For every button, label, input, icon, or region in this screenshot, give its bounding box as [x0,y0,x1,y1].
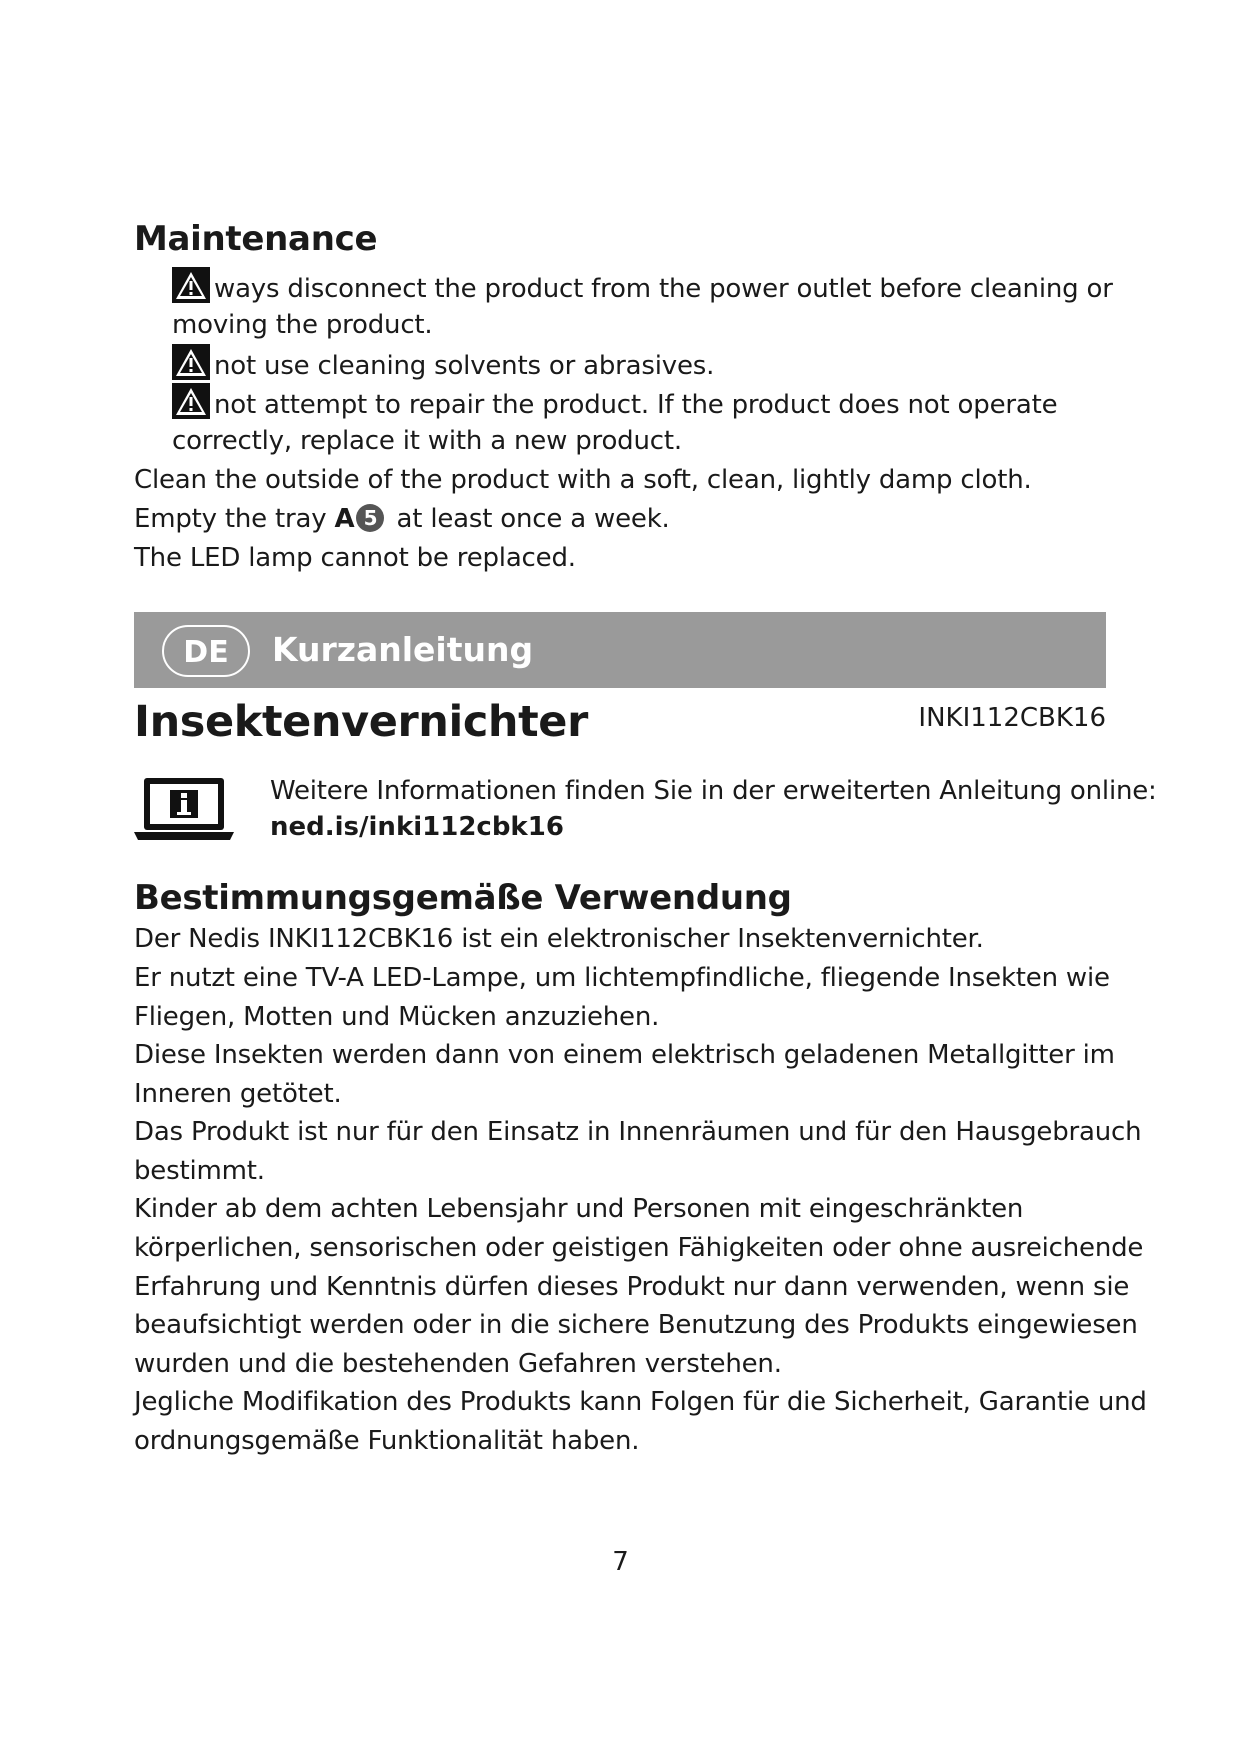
laptop-info-icon [134,776,234,844]
usage-line: Inneren getötet. [134,1079,342,1109]
warning-1-text: ways disconnect the product from the power outlet before cleaning or [214,274,1113,304]
product-code: INKI112CBK16 [918,703,1106,733]
usage-line: Er nutzt eine TV-A LED-Lampe, um lichtempfindliche, fliegende Insekten wie [134,963,1110,993]
language-badge: DE [162,625,250,677]
usage-line: Diese Insekten werden dann von einem elektrisch geladenen Metallgitter im [134,1040,1115,1070]
tray-ref-letter: A [334,504,355,534]
intended-use-heading: Bestimmungsgemäße Verwendung [134,878,792,918]
maintenance-led-line: The LED lamp cannot be replaced. [134,543,576,573]
usage-line: wurden und die bestehenden Gefahren verstehen. [134,1349,782,1379]
usage-line: Kinder ab dem achten Lebensjahr und Personen mit eingeschränkten [134,1194,1024,1224]
usage-line: Fliegen, Motten und Mücken anzuziehen. [134,1002,660,1032]
maintenance-clean-line: Clean the outside of the product with a soft, clean, lightly damp cloth. [134,465,1032,495]
manual-online-link[interactable]: ned.is/inki112cbk16 [270,812,564,842]
maintenance-heading: Maintenance [134,219,378,259]
maintenance-tray-line [134,500,670,539]
usage-line: Erfahrung und Kenntnis dürfen dieses Produkt nur dann verwenden, wenn sie [134,1272,1130,1302]
maintenance-warning-3 [172,383,1057,425]
usage-line: beaufsichtigt werden oder in die sichere Benutzung des Produkts eingewiesen [134,1310,1138,1340]
warning-triangle-icon [172,383,210,419]
maintenance-warning-2 [172,344,714,386]
maintenance-warning-3-cont: correctly, replace it with a new product. [172,426,682,456]
warning-2-text: not use cleaning solvents or abrasives. [214,351,715,381]
tray-text-after: at least once a week. [396,504,670,534]
language-banner [134,612,1106,688]
usage-line: Jegliche Modifikation des Produkts kann Folgen für die Sicherheit, Garantie und [134,1387,1147,1417]
usage-line: Das Produkt ist nur für den Einsatz in Innenräumen und für den Hausgebrauch [134,1117,1142,1147]
maintenance-warning-1 [172,267,1113,309]
tray-ref-number-badge: 5 [356,504,384,532]
usage-line: bestimmt. [134,1156,265,1186]
tray-text-before: Empty the tray [134,504,327,534]
product-title: Insektenvernichter [134,697,588,747]
usage-line: ordnungsgemäße Funktionalität haben. [134,1426,640,1456]
warning-3-text: not attempt to repair the product. If the product does not operate [214,390,1058,420]
usage-line: Der Nedis INKI112CBK16 ist ein elektronischer Insektenvernichter. [134,924,984,954]
warning-triangle-icon [172,267,210,303]
page-number: 7 [612,1547,629,1577]
usage-line: körperlichen, sensorischen oder geistigen Fähigkeiten oder ohne ausreichende [134,1233,1144,1263]
maintenance-warning-1-cont: moving the product. [172,310,433,340]
banner-title: Kurzanleitung [272,630,534,669]
info-text: Weitere Informationen finden Sie in der erweiterten Anleitung online: [270,776,1157,806]
warning-triangle-icon [172,344,210,380]
